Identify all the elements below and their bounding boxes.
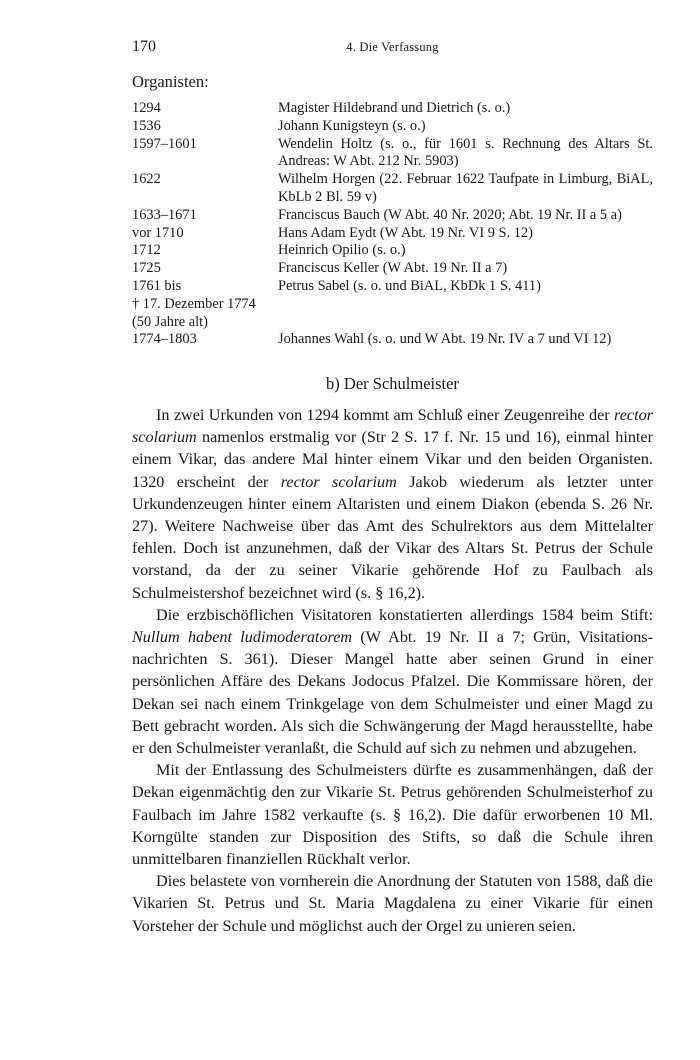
italic-term: rector scolarium — [280, 472, 397, 491]
organist-entry: Johann Kunigsteyn (s. o.) — [278, 117, 426, 134]
organist-date: 1712 — [132, 242, 161, 259]
organist-entry: Franciscus Bauch (W Abt. 40 Nr. 2020; Abt. 19 Nr. II a 5 a) — [278, 206, 622, 223]
page-header — [132, 38, 653, 62]
organist-row — [132, 331, 653, 349]
organist-entry: Heinrich Opilio (s. o.) — [278, 242, 406, 259]
paragraph — [132, 404, 653, 604]
italic-term: rector scolarium — [132, 406, 653, 447]
organist-date: 1622 — [132, 171, 161, 188]
organist-date: 1725 — [132, 260, 161, 277]
section-label: Organisten: — [132, 72, 209, 91]
organist-date: 1633–1671 — [132, 206, 197, 223]
body-text — [132, 404, 653, 937]
organist-date: 1294 — [132, 100, 161, 116]
running-head: 4. Die Verfassung — [346, 40, 439, 54]
subheading: b) Der Schulmeister — [326, 374, 459, 393]
paragraph — [132, 759, 653, 870]
organist-row — [132, 136, 653, 172]
organist-date: 1597–1601 — [132, 135, 197, 152]
text-run: namenlos erstmalig vor (Str 2 S. 17 f. Nr. 15 und 16), einmal hinter einem Vikar, das andere Mal hinter einem Vikar und den beiden Organisten. 1320 erscheint der — [132, 428, 653, 491]
organist-entry: Magister Hildebrand und Dietrich (s. o.) — [278, 100, 511, 116]
text-run: Dies belastete von vornherein die Anordnung der Statuten von 1588, daß die Vikarien St. Petrus und St. Maria Magdalena zu einer Vikarie für einen Vorsteher der Schule und möglichst auch der Orgel zu unieren seien. — [132, 872, 653, 935]
text-run: (W Abt. 19 Nr. II a 7; Grün, Visitationsnachrichten S. 361). Dieser Mangel hatte aber seinen Grund in einer persönlichen Affäre des Dekans Jodocus Pfalzel. Die Kommissare hören, der Dekan sei nach einem Trinkgelage von dem Schulmeister und einer Magd zu Bett gebracht worden. Als sich die Schwängerung der Magd herausstellte, habe er den Schulmeister veranlaßt, die Schuld auf sich zu nehmen und abzugehen. — [132, 628, 653, 758]
organist-row — [132, 100, 653, 118]
paragraph — [132, 870, 653, 937]
organist-entry: Franciscus Keller (W Abt. 19 Nr. II a 7) — [278, 260, 508, 277]
organist-date: 1774–1803 — [132, 331, 197, 348]
organist-row — [132, 225, 653, 243]
organist-entry: Hans Adam Eydt (W Abt. 19 Nr. VI 9 S. 12) — [278, 224, 533, 241]
organist-row — [132, 207, 653, 225]
organist-row — [132, 171, 653, 207]
text-run: Mit der Entlassung des Schulmeisters dürfte es zusammenhängen, daß der Dekan eigenmächtig den zur Vikarie St. Petrus gehörenden Schulmeisterhof zu Faulbach im Jahre 1582 verkaufte (s. § 16,2). Die dafür erworbenen 10 Ml. Korngülte standen zur Disposition des Stifts, so daß die Schule ihren unmittelbaren finanziellen Rückhalt verlor. — [132, 761, 653, 869]
organist-entry: Petrus Sabel (s. o. und BiAL, KbDk 1 S. 411) — [278, 277, 541, 294]
organist-row — [132, 260, 653, 278]
organist-date: 1536 — [132, 117, 161, 134]
paragraph — [132, 604, 653, 759]
organist-row — [132, 278, 653, 331]
italic-term: Nullum habent ludimoderatorem — [132, 628, 353, 647]
organist-date: vor 1710 — [132, 224, 184, 241]
text-run: Jakob wiederum als letzter unter Urkundenzeugen hinter einem Altaristen und einem Diakon (ebenda S. 26 Nr. 27). Weitere Nachweise über das Amt des Schulrektors aus dem Mittelalter fehlen. Doch ist anzunehmen, daß der Vikar des Altars St. Petrus der Schule vorstand, da der zu seiner Vikarie gehörende Hof zu Faulbach als Schulmeistershof bezeichnet wird (s. § 16,2). — [132, 472, 653, 602]
organist-row — [132, 118, 653, 136]
organist-entry: Wendelin Holtz (s. o., für 1601 s. Rechnung des Altars St. Andreas: W Abt. 212 Nr. 5903) — [278, 135, 653, 170]
organist-row — [132, 242, 653, 260]
text-run: In zwei Urkunden von 1294 kommt am Schluß einer Zeugenreihe der — [156, 406, 615, 424]
page-number: 170 — [132, 38, 156, 55]
organist-list — [132, 100, 653, 349]
organist-entry: Johannes Wahl (s. o. und W Abt. 19 Nr. IV a 7 und VI 12) — [278, 331, 612, 348]
organist-entry: Wilhelm Horgen (22. Februar 1622 Taufpate in Limburg, BiAL, KbLb 2 Bl. 59 v) — [278, 171, 653, 205]
organist-date: 1761 bis † 17. Dezember 1774 (50 Jahre alt) — [132, 277, 256, 330]
text-run: Die erzbischöflichen Visitatoren konstatierten allerdings 1584 beim Stift: — [156, 605, 653, 624]
